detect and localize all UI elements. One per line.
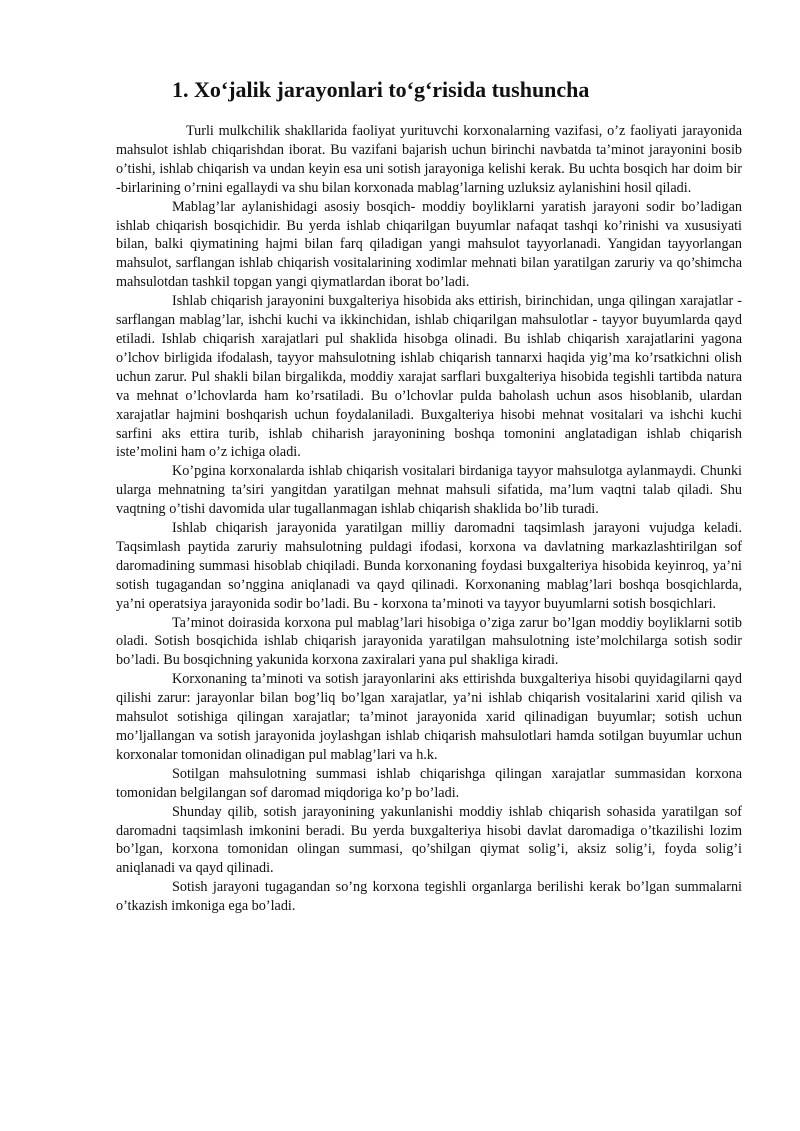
paragraph-2: Mablag’lar aylanishidagi asosiy bosqich- moddiy boyliklarni yaratish jarayoni sodir bo’ladigan ishlab chiqarish bosqichidir. Bu yerda ishlab chiqarilgan buyumlar nafaqat tashqi ko’rinishi va xususiyati bilan, balki qiymatining hajmi bilan farq qiladigan yangi mahsulot tayyorlanadi. Yangidan tayyorlangan mahsulot, sarflangan ishlab chiqarish vositalarining xodimlar mehnati bilan yaratilgan zaruriy va qo’shimcha mahsulotdan tashkil topgan yangi qiymatlardan iborat bo’ladi. bbox=[116, 198, 742, 291]
paragraph-5: Ishlab chiqarish jarayonida yaratilgan milliy daromadni taqsimlash jarayoni vujudga keladi. Taqsimlash paytida zaruriy mahsulotning puldagi ifodasi, korxona va davlatning markazlashtirilgan sof daromadining summasi hisoblab chiqiladi. Bunda korxonaning foydasi buxgalteriya hisobida keyinroq, ya’ni sotish tugagandan so’nggina aniqlanadi va qayd qilinadi. Korxonaning mablag’lari boshqa bosqichlarda, ya’ni operatsiya jarayonida sodir bo’ladi. Bu - korxona ta’minoti va tayyor buyumlarni sotish bosqichlari. bbox=[116, 520, 742, 612]
paragraph-6: Ta’minot doirasida korxona pul mablag’lari hisobiga o’ziga zarur bo’lgan moddiy boyliklarni sotib oladi. Sotish bosqichida ishlab chiqarish jarayonida yaratilgan mahsulotning iste’molchilarga sotish sodir bo’ladi. Bu bosqichning yakunida korxona zaxiralari yana pul shakliga kiradi. bbox=[116, 614, 742, 669]
paragraph-4: Ko’pgina korxonalarda ishlab chiqarish vositalari birdaniga tayyor mahsulotga aylanmaydi. Chunki ularga mehnatning ta’siri yangitdan yaratilgan mehnat mahsuli sifatida, ma’lum vaqtni talab qiladi. Shu vaqtning o’tishi davomida ular tugallanmagan ishlab chiqarish shaklida bo’lib turadi. bbox=[116, 463, 742, 518]
page-title: 1. Xo‘jalik jarayonlari to‘g‘risida tushuncha bbox=[172, 77, 590, 102]
document-page bbox=[116, 72, 742, 916]
paragraph-8: Sotilgan mahsulotning summasi ishlab chiqarishga qilingan xarajatlar summasidan korxona tomonidan belgilangan sof daromad miqdoriga ko’p bo’ladi. bbox=[116, 765, 742, 801]
paragraph-1: Turli mulkchilik shakllarida faoliyat yurituvchi korxonalarning vazifasi, o’z faoliyati jarayonida mahsulot ishlab chiqarishdan iborat. Bu vazifani bajarish uchun birinchi navbatda ta’minot jarayonini bosib o’tishi, ishlab chiqarish va undan keyin esa uni sotish jarayoniga kelishi kerak. Bu uchta bosqich har doim bir -birlarining o’rnini egallaydi va shu bilan korxonada mablag’larning uzluksiz aylanishini hosil qiladi. bbox=[116, 123, 742, 196]
paragraph-3: Ishlab chiqarish jarayonini buxgalteriya hisobida aks ettirish, birinchidan, unga qilingan xarajatlar - sarflangan mablag’lar, ishchi kuchi va ikkinchidan, ishlab chiqarilgan mahsulotlar - tayyor buyumlarda qayd etiladi. Ishlab chiqarish xarajatlari pul shaklida hisobga olinadi. Bu ishlab chiqarish xarajatlarini yagona o’lchov birligida ifodalash, tayyor mahsulotning ishlab chiqarish tannarxi haqida yig’ma ko’rsatkichni olish uchun zarur. Pul shakli bilan birgalikda, moddiy xarajat sarflari buxgalteriya hisobida tegishli tartibda natura va mehnat o’lchovlarda ham ko’rsatiladi. Bu o’lchovlar pulda baholash uchun asos hisoblanib, ulardan xarajatlar hajmini boshqarish uchun foydalaniladi. Buxgalteriya hisobi mehnat vositalari va ishchi kuchi sarfini aks ettira turib, ishlab chiharish jarayonining boshqa tomonini anglatadigan ishlab chiqarish iste’molini ham o’z ichiga oladi. bbox=[116, 293, 742, 461]
paragraph-7: Korxonaning ta’minoti va sotish jarayonlarini aks ettirishda buxgalteriya hisobi quyidagilarni qayd qilishi zarur: jarayonlar bilan bog’liq bo’lgan xarajatlar, ya’ni ishlab chiqarish vositalarini xarid qilish va mahsulot sotishiga qilingan xarajatlar; ta’minot jarayonida xarid qilinadigan buyumlar; sotish uchun mo’ljallangan va sotish jarayonida joylashgan ishlab chiqarish mahsulotlari hamda sotilgan buyumlar uchun korxonalar tomonidan olinadigan pul mablag’lari va h.k. bbox=[116, 671, 742, 763]
paragraph-10: Sotish jarayoni tugagandan so’ng korxona tegishli organlarga berilishi kerak bo’lgan summalarni o’tkazish imkoniga ega bo’ladi. bbox=[116, 879, 742, 915]
paragraph-9: Shunday qilib, sotish jarayonining yakunlanishi moddiy ishlab chiqarish sohasida yaratilgan sof daromadni taqsimlash imkonini beradi. Bu yerda buxgalteriya hisobi davlat daromadiga o’tkazilishi lozim bo’lgan, korxona tomonidan olingan summasi, qo’shilgan qiymat solig’i, aksiz solig’i, foyda solig’i aniqlanadi va qayd qilinadi. bbox=[116, 803, 742, 877]
